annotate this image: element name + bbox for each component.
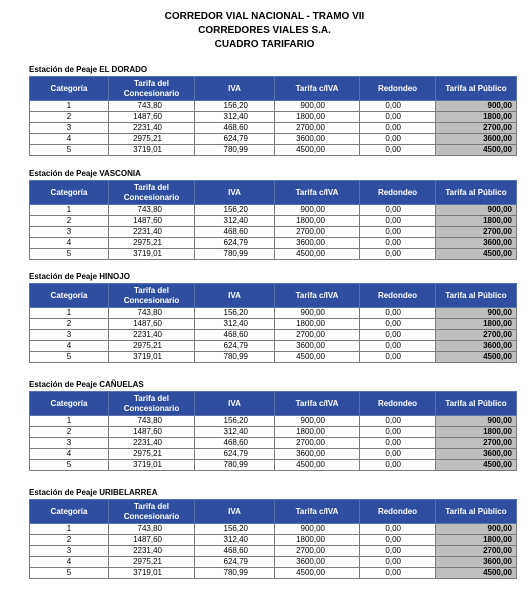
cell-red: 0,00 [360, 330, 436, 341]
cell-tar: 2975,21 [109, 449, 195, 460]
table-row [30, 101, 517, 112]
cell-pub: 900,00 [436, 416, 517, 427]
cell-cat: 3 [30, 546, 109, 557]
cell-pub: 2700,00 [436, 438, 517, 449]
cell-iva: 312,40 [195, 216, 275, 227]
cell-tar: 1487,60 [109, 112, 195, 123]
cell-iva: 468,60 [195, 438, 275, 449]
cell-pub: 3600,00 [436, 134, 517, 145]
cell-pub: 3600,00 [436, 341, 517, 352]
table-header-row [30, 181, 517, 205]
cell-iva: 468,60 [195, 330, 275, 341]
cell-tci: 2700,00 [275, 330, 360, 341]
cell-tci: 4500,00 [275, 145, 360, 156]
cell-cat: 2 [30, 427, 109, 438]
table-row [30, 308, 517, 319]
station-section [29, 65, 516, 156]
cell-red: 0,00 [360, 101, 436, 112]
cell-tar: 743,80 [109, 524, 195, 535]
column-header-tarifa-publico: Tarifa al Público [436, 181, 517, 205]
cell-tar: 2975,21 [109, 238, 195, 249]
cell-cat: 3 [30, 123, 109, 134]
cell-pub: 900,00 [436, 524, 517, 535]
cell-tci: 3600,00 [275, 238, 360, 249]
cell-tar: 743,80 [109, 416, 195, 427]
cell-pub: 1800,00 [436, 319, 517, 330]
cell-red: 0,00 [360, 123, 436, 134]
cell-tci: 1800,00 [275, 319, 360, 330]
cell-tci: 2700,00 [275, 546, 360, 557]
station-title: Estación de Peaje URIBELARREA [29, 488, 158, 497]
cell-cat: 3 [30, 227, 109, 238]
cell-pub: 1800,00 [436, 216, 517, 227]
table-header-row [30, 284, 517, 308]
column-header-tarifa-concesionario: Tarifa del Concesionario [109, 77, 195, 101]
cell-iva: 468,60 [195, 227, 275, 238]
table-row [30, 524, 517, 535]
cell-cat: 5 [30, 249, 109, 260]
cell-tar: 2231,40 [109, 438, 195, 449]
cell-pub: 4500,00 [436, 249, 517, 260]
cell-cat: 4 [30, 557, 109, 568]
cell-tar: 743,80 [109, 101, 195, 112]
column-header-redondeo: Redondeo [360, 284, 436, 308]
cell-iva: 156,20 [195, 101, 275, 112]
cell-tar: 2231,40 [109, 546, 195, 557]
cell-iva: 156,20 [195, 205, 275, 216]
cell-tar: 2975,21 [109, 557, 195, 568]
cell-tar: 2975,21 [109, 341, 195, 352]
cell-cat: 1 [30, 524, 109, 535]
header-line-1: CORREDOR VIAL NACIONAL - TRAMO VII [164, 11, 365, 22]
cell-red: 0,00 [360, 524, 436, 535]
column-header-redondeo: Redondeo [360, 181, 436, 205]
cell-red: 0,00 [360, 319, 436, 330]
cell-red: 0,00 [360, 249, 436, 260]
cell-red: 0,00 [360, 535, 436, 546]
cell-tar: 743,80 [109, 308, 195, 319]
station-title: Estación de Peaje EL DORADO [29, 65, 148, 74]
tariff-table [29, 76, 517, 156]
cell-iva: 312,40 [195, 427, 275, 438]
table-row [30, 330, 517, 341]
cell-red: 0,00 [360, 449, 436, 460]
column-header-tarifa-civa: Tarifa c/IVA [275, 181, 360, 205]
cell-red: 0,00 [360, 460, 436, 471]
cell-tci: 1800,00 [275, 535, 360, 546]
cell-pub: 2700,00 [436, 227, 517, 238]
cell-tci: 900,00 [275, 308, 360, 319]
document-header [0, 0, 529, 52]
header-line-3: CUADRO TARIFARIO [214, 39, 315, 50]
column-header-tarifa-publico: Tarifa al Público [436, 77, 517, 101]
cell-tar: 3719,01 [109, 352, 195, 363]
cell-pub: 4500,00 [436, 568, 517, 579]
cell-pub: 3600,00 [436, 449, 517, 460]
cell-cat: 3 [30, 438, 109, 449]
cell-tar: 2975,21 [109, 134, 195, 145]
cell-iva: 312,40 [195, 319, 275, 330]
cell-tar: 743,80 [109, 205, 195, 216]
cell-iva: 624,79 [195, 557, 275, 568]
table-row [30, 123, 517, 134]
table-row [30, 427, 517, 438]
cell-tci: 900,00 [275, 205, 360, 216]
cell-iva: 312,40 [195, 535, 275, 546]
tariff-table [29, 499, 517, 579]
cell-cat: 3 [30, 330, 109, 341]
cell-pub: 1800,00 [436, 427, 517, 438]
cell-iva: 624,79 [195, 238, 275, 249]
cell-pub: 3600,00 [436, 557, 517, 568]
cell-cat: 1 [30, 101, 109, 112]
station-section [29, 272, 516, 363]
cell-cat: 5 [30, 568, 109, 579]
cell-iva: 624,79 [195, 449, 275, 460]
cell-tar: 1487,60 [109, 216, 195, 227]
cell-red: 0,00 [360, 134, 436, 145]
column-header-tarifa-civa: Tarifa c/IVA [275, 500, 360, 524]
cell-tci: 4500,00 [275, 352, 360, 363]
table-row [30, 205, 517, 216]
cell-tar: 3719,01 [109, 460, 195, 471]
cell-tci: 900,00 [275, 101, 360, 112]
cell-red: 0,00 [360, 205, 436, 216]
cell-iva: 468,60 [195, 123, 275, 134]
cell-red: 0,00 [360, 238, 436, 249]
cell-tci: 1800,00 [275, 216, 360, 227]
column-header-redondeo: Redondeo [360, 500, 436, 524]
column-header-iva: IVA [195, 392, 275, 416]
table-row [30, 416, 517, 427]
cell-tci: 1800,00 [275, 427, 360, 438]
cell-pub: 900,00 [436, 205, 517, 216]
table-header-row [30, 392, 517, 416]
cell-iva: 780,99 [195, 249, 275, 260]
table-row [30, 460, 517, 471]
cell-tci: 2700,00 [275, 227, 360, 238]
cell-tci: 1800,00 [275, 112, 360, 123]
table-row [30, 227, 517, 238]
cell-red: 0,00 [360, 216, 436, 227]
cell-iva: 780,99 [195, 568, 275, 579]
cell-iva: 624,79 [195, 341, 275, 352]
cell-red: 0,00 [360, 427, 436, 438]
table-row [30, 319, 517, 330]
cell-iva: 780,99 [195, 460, 275, 471]
column-header-tarifa-publico: Tarifa al Público [436, 500, 517, 524]
tariff-table [29, 180, 517, 260]
cell-pub: 1800,00 [436, 112, 517, 123]
column-header-tarifa-civa: Tarifa c/IVA [275, 284, 360, 308]
cell-tar: 3719,01 [109, 145, 195, 156]
cell-iva: 780,99 [195, 145, 275, 156]
cell-tar: 2231,40 [109, 330, 195, 341]
cell-cat: 4 [30, 134, 109, 145]
station-title: Estación de Peaje CAÑUELAS [29, 380, 144, 389]
cell-cat: 1 [30, 308, 109, 319]
table-row [30, 557, 517, 568]
column-header-tarifa-publico: Tarifa al Público [436, 392, 517, 416]
table-row [30, 249, 517, 260]
cell-pub: 1800,00 [436, 535, 517, 546]
table-row [30, 238, 517, 249]
cell-pub: 2700,00 [436, 330, 517, 341]
table-row [30, 438, 517, 449]
cell-iva: 312,40 [195, 112, 275, 123]
column-header-iva: IVA [195, 77, 275, 101]
cell-tar: 1487,60 [109, 535, 195, 546]
cell-pub: 4500,00 [436, 145, 517, 156]
table-row [30, 568, 517, 579]
station-title: Estación de Peaje HINOJO [29, 272, 130, 281]
table-row [30, 535, 517, 546]
tariff-table [29, 391, 517, 471]
column-header-categoria: Categoría [30, 392, 109, 416]
cell-red: 0,00 [360, 352, 436, 363]
cell-tar: 3719,01 [109, 249, 195, 260]
cell-pub: 4500,00 [436, 460, 517, 471]
table-row [30, 145, 517, 156]
cell-pub: 2700,00 [436, 546, 517, 557]
column-header-categoria: Categoría [30, 500, 109, 524]
column-header-categoria: Categoría [30, 181, 109, 205]
cell-cat: 5 [30, 145, 109, 156]
column-header-categoria: Categoría [30, 284, 109, 308]
cell-pub: 900,00 [436, 101, 517, 112]
cell-tar: 2231,40 [109, 123, 195, 134]
cell-cat: 5 [30, 460, 109, 471]
cell-tci: 3600,00 [275, 449, 360, 460]
table-header-row [30, 500, 517, 524]
table-row [30, 352, 517, 363]
column-header-iva: IVA [195, 500, 275, 524]
cell-tar: 1487,60 [109, 427, 195, 438]
cell-iva: 156,20 [195, 416, 275, 427]
cell-cat: 2 [30, 216, 109, 227]
cell-tci: 900,00 [275, 416, 360, 427]
cell-cat: 4 [30, 341, 109, 352]
cell-red: 0,00 [360, 145, 436, 156]
cell-cat: 4 [30, 238, 109, 249]
cell-tci: 3600,00 [275, 341, 360, 352]
cell-tci: 2700,00 [275, 438, 360, 449]
cell-pub: 900,00 [436, 308, 517, 319]
cell-tci: 2700,00 [275, 123, 360, 134]
column-header-tarifa-concesionario: Tarifa del Concesionario [109, 284, 195, 308]
column-header-tarifa-publico: Tarifa al Público [436, 284, 517, 308]
cell-cat: 2 [30, 112, 109, 123]
cell-red: 0,00 [360, 557, 436, 568]
table-row [30, 341, 517, 352]
cell-tar: 2231,40 [109, 227, 195, 238]
cell-cat: 2 [30, 535, 109, 546]
table-row [30, 216, 517, 227]
cell-tci: 900,00 [275, 524, 360, 535]
cell-cat: 2 [30, 319, 109, 330]
column-header-tarifa-civa: Tarifa c/IVA [275, 392, 360, 416]
table-row [30, 546, 517, 557]
column-header-categoria: Categoría [30, 77, 109, 101]
cell-red: 0,00 [360, 416, 436, 427]
column-header-redondeo: Redondeo [360, 392, 436, 416]
column-header-iva: IVA [195, 181, 275, 205]
cell-tci: 3600,00 [275, 134, 360, 145]
cell-iva: 468,60 [195, 546, 275, 557]
cell-tar: 3719,01 [109, 568, 195, 579]
cell-pub: 2700,00 [436, 123, 517, 134]
column-header-iva: IVA [195, 284, 275, 308]
cell-red: 0,00 [360, 227, 436, 238]
header-line-2: CORREDORES VIALES S.A. [198, 25, 331, 36]
table-header-row [30, 77, 517, 101]
table-row [30, 449, 517, 460]
column-header-tarifa-concesionario: Tarifa del Concesionario [109, 181, 195, 205]
cell-tci: 4500,00 [275, 568, 360, 579]
cell-cat: 4 [30, 449, 109, 460]
cell-tci: 3600,00 [275, 557, 360, 568]
cell-cat: 5 [30, 352, 109, 363]
column-header-tarifa-concesionario: Tarifa del Concesionario [109, 500, 195, 524]
cell-red: 0,00 [360, 568, 436, 579]
station-section [29, 169, 516, 260]
cell-tci: 4500,00 [275, 249, 360, 260]
cell-iva: 624,79 [195, 134, 275, 145]
cell-tar: 1487,60 [109, 319, 195, 330]
cell-red: 0,00 [360, 308, 436, 319]
cell-pub: 3600,00 [436, 238, 517, 249]
station-section [29, 488, 516, 579]
column-header-tarifa-concesionario: Tarifa del Concesionario [109, 392, 195, 416]
table-row [30, 134, 517, 145]
cell-tci: 4500,00 [275, 460, 360, 471]
column-header-tarifa-civa: Tarifa c/IVA [275, 77, 360, 101]
cell-pub: 4500,00 [436, 352, 517, 363]
cell-cat: 1 [30, 416, 109, 427]
column-header-redondeo: Redondeo [360, 77, 436, 101]
cell-red: 0,00 [360, 341, 436, 352]
cell-iva: 780,99 [195, 352, 275, 363]
station-section [29, 380, 516, 471]
cell-cat: 1 [30, 205, 109, 216]
cell-iva: 156,20 [195, 524, 275, 535]
cell-iva: 156,20 [195, 308, 275, 319]
tariff-table [29, 283, 517, 363]
cell-red: 0,00 [360, 438, 436, 449]
station-title: Estación de Peaje VASCONIA [29, 169, 141, 178]
table-row [30, 112, 517, 123]
cell-red: 0,00 [360, 546, 436, 557]
cell-red: 0,00 [360, 112, 436, 123]
